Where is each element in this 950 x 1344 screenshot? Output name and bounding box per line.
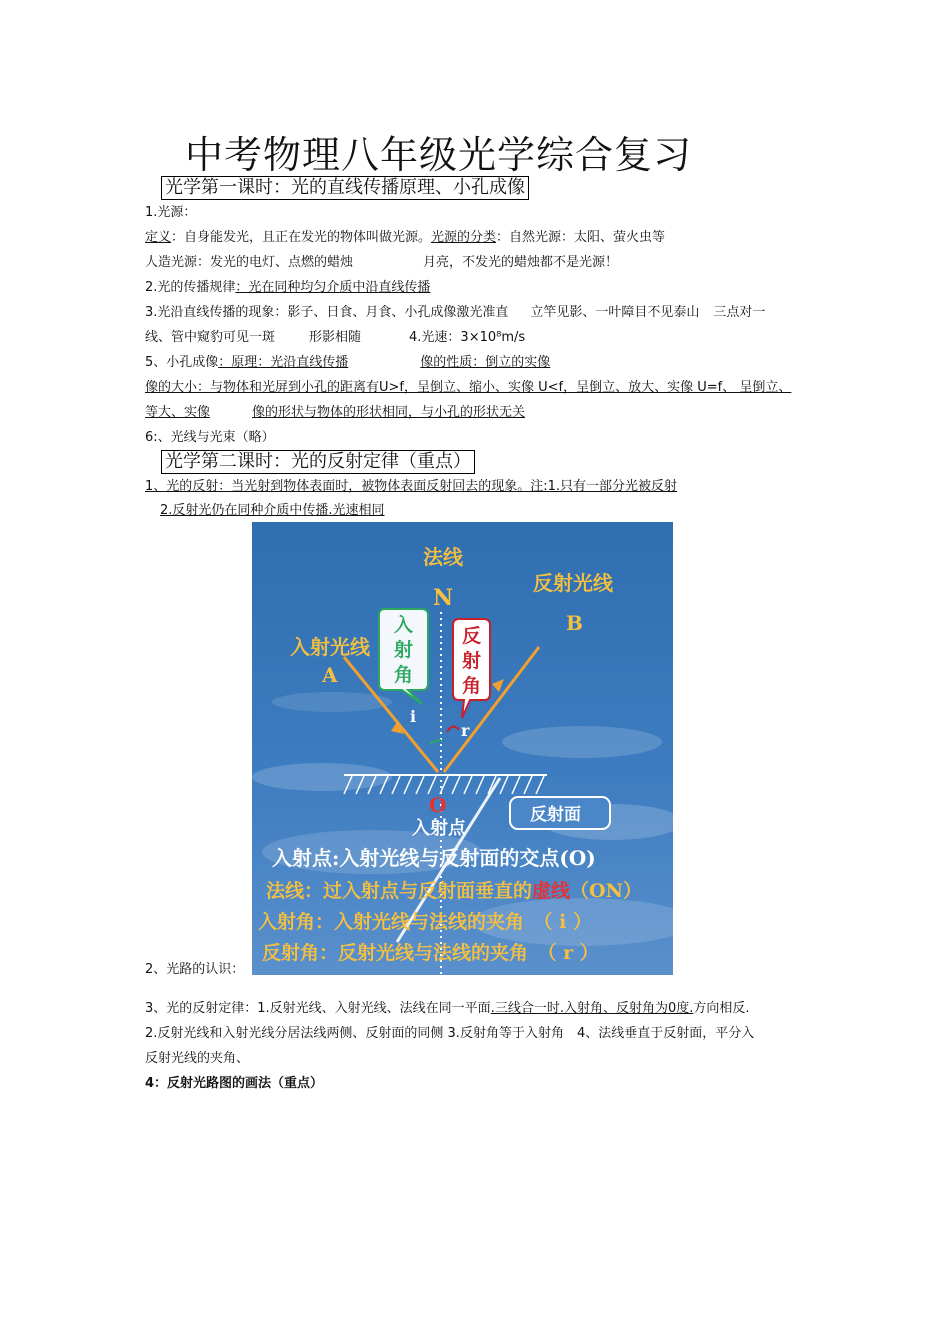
text-line bbox=[145, 405, 525, 421]
def-normal-part: 法线：过入射点与反射面垂直的 bbox=[266, 880, 533, 902]
text-span: 形影相随 bbox=[309, 330, 362, 345]
def-normal-part: （ON） bbox=[570, 880, 642, 902]
label-A: A bbox=[322, 663, 338, 687]
label-incidence-point: 入射点 bbox=[412, 818, 466, 839]
text-span: ：自然光源：太阳、萤火虫等 bbox=[496, 230, 666, 245]
text-span: 4.光速：3×10⁸m/s bbox=[409, 330, 526, 345]
text-span: ：原理：光沿直线传播 bbox=[218, 355, 349, 370]
page-title: 中考物理八年级光学综合复习 bbox=[185, 133, 693, 177]
text-line bbox=[145, 230, 665, 246]
text-line bbox=[145, 280, 430, 296]
incident-angle-bubble-text bbox=[394, 613, 413, 686]
bubble-char: 射 bbox=[462, 650, 482, 672]
text-span: .三线合一时.入射角、反射角为0度. bbox=[490, 1001, 694, 1016]
reflection-diagram-svg bbox=[252, 522, 673, 975]
text-span: 5、小孔成像 bbox=[145, 355, 219, 370]
text-line bbox=[145, 355, 564, 371]
label-reflected-ray-title: 反射光线 bbox=[533, 571, 613, 595]
text-span: 等大、实像 bbox=[145, 405, 211, 420]
text-line bbox=[145, 255, 618, 271]
reflection-angle-bubble-text bbox=[462, 625, 481, 697]
text-line bbox=[145, 330, 525, 346]
reflection-diagram bbox=[252, 522, 673, 975]
cloud bbox=[502, 726, 662, 758]
bubble-char: 射 bbox=[394, 639, 414, 661]
text-line: 1、光的反射：当光射到物体表面时，被物体表面反射回去的现象。注:1.只有一部分光被反射 bbox=[145, 479, 678, 494]
label-r: r bbox=[461, 721, 470, 740]
definition-incident-angle: 入射角：入射光线与法线的夹角 （ i ） bbox=[258, 911, 592, 933]
text-span: 方向相反. bbox=[693, 1001, 750, 1016]
section-heading-lesson1: 光学第一课时：光的直线传播原理、小孔成像 bbox=[161, 176, 529, 200]
text-line: 2.反射光仍在同种介质中传播.光速相同 bbox=[160, 503, 385, 518]
text-line: 2、光路的认识： bbox=[145, 962, 245, 977]
def-normal-dashed-word: 虚线 bbox=[532, 880, 571, 902]
text-line bbox=[145, 1001, 750, 1017]
label-O: O bbox=[429, 793, 447, 817]
text-span: 立竿见影、一叶障目不见泰山 bbox=[530, 305, 700, 320]
text-span: 人造光源：发光的电灯、点燃的蜡烛 bbox=[145, 255, 354, 270]
label-i: i bbox=[410, 707, 417, 726]
text-span: 月亮，不发光的蜡烛都不是光源！ bbox=[423, 255, 619, 270]
text-line-bold: 4：反射光路图的画法（重点） bbox=[145, 1076, 324, 1091]
text-span bbox=[218, 355, 564, 370]
term-source-types: 光源的分类 bbox=[431, 230, 497, 245]
text-line: 2.反射光线和入射光线分居法线两侧、反射面的同侧 3.反射角等于入射角 4、法线垂直于反射面，平分入 bbox=[145, 1026, 755, 1041]
text-span: 像的形状与物体的形状相同，与小孔的形状无关 bbox=[252, 405, 526, 420]
section-heading-lesson2: 光学第二课时：光的反射定律（重点） bbox=[161, 450, 475, 474]
definition-normal bbox=[266, 879, 642, 902]
text-line bbox=[145, 305, 765, 321]
text-span: 3、光的反射定律：1.反射光线、入射光线、法线在同一平面 bbox=[145, 1001, 491, 1016]
label-N: N bbox=[433, 585, 454, 611]
text-span: 线、管中窥豹可见一斑 bbox=[145, 330, 276, 345]
text-line: 像的大小：与物体和光屏到小孔的距离有U>f，呈倒立、缩小、实像 U<f，呈倒立、放大、实像 U=f、 呈倒立、 bbox=[145, 380, 792, 395]
bubble-char: 角 bbox=[394, 664, 414, 686]
label-incident-ray-title: 入射光线 bbox=[290, 635, 370, 659]
text-span: 三点对一 bbox=[713, 305, 766, 320]
text-span: ：自身能发光，且正在发光的物体叫做光源。 bbox=[171, 230, 432, 245]
definition-reflection-angle: 反射角：反射光线与法线的夹角 （ r ） bbox=[262, 942, 599, 964]
label-B: B bbox=[566, 611, 583, 635]
term-definition: 定义 bbox=[145, 230, 172, 245]
text-span: 2.光的传播规律 bbox=[145, 280, 236, 295]
bubble-char: 角 bbox=[462, 675, 482, 697]
bubble-char: 入 bbox=[394, 614, 414, 636]
text-span: 3.光沿直线传播的现象：影子、日食、月食、小孔成像激光准直 bbox=[145, 305, 509, 320]
label-reflecting-surface: 反射面 bbox=[530, 805, 581, 825]
text-line: 反射光线的夹角、 bbox=[145, 1051, 250, 1066]
text-line: 1.光源： bbox=[145, 205, 197, 220]
bubble-char: 反 bbox=[462, 625, 482, 647]
text-line: 6:、光线与光束（略） bbox=[145, 430, 275, 445]
text-span: ：光在同种均匀介质中沿直线传播 bbox=[235, 280, 431, 295]
label-normal-title: 法线 bbox=[423, 545, 463, 569]
definition-incidence-point: 入射点:入射光线与反射面的交点(O) bbox=[272, 846, 596, 870]
text-span: 像的性质：倒立的实像 bbox=[420, 355, 551, 370]
